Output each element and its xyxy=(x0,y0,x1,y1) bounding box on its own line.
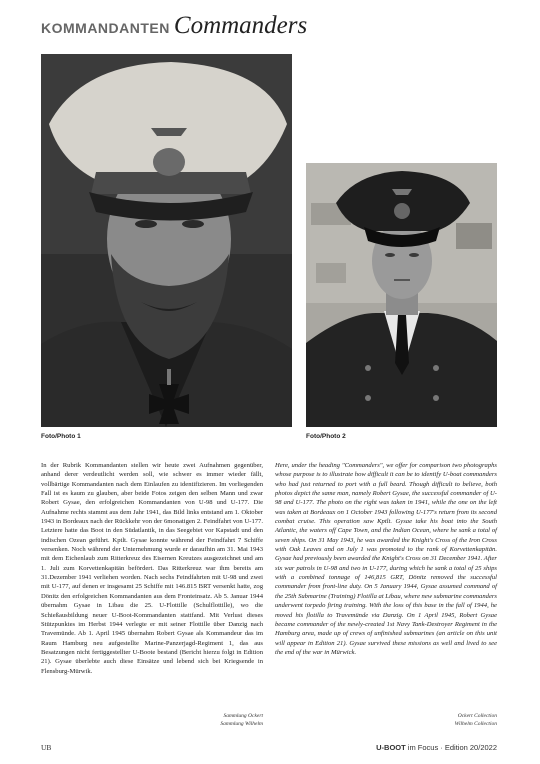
photo-caption: Foto/Photo 1 xyxy=(41,433,81,440)
photo-credits-english xyxy=(275,712,497,728)
publication-name: U-BOOT xyxy=(376,743,406,752)
photo-bearded-commander xyxy=(41,54,292,427)
publication-footer xyxy=(376,743,497,752)
photo-caption: Foto/Photo 2 xyxy=(306,433,346,440)
body-text-english: Here, under the heading "Commanders", we offer for comparison two photographs whose purpose is to illustrate how difficult it can be to identify U-boat commanders who had just returned to port with a full beard. Though difficult to believe, both photos depict the same man, namely Robert Gysae, the successful commander of U-98 and U-177. The photo on the right was taken in 1941, while the one on the left was taken at Bordeaux on 1 October 1943 following U-177's return from its second combat cruise. This operation saw Kptlt. Gysae take his boat into the South Atlantic, the waters off Cape Town, and the Indian Ocean, where he sank a total of seven ships. On 31 May 1943, he was awarded the Knight's Cross of the Iron Cross with Oak Leaves and on July 1 was promoted to the rank of Korvettenkapitän. Gysae had previously been awarded the Knight's Cross on 31 December 1941. After six war patrols in U-98 and two in U-177, during which he sank a total of 25 ships with a combined tonnage of 146,815 GRT, Dönitz removed the successful commander from front-line duty. On 5 January 1944, Gysae assumed command of the 25th Submarine (Training) Flotilla at Libau, where new submarine commanders underwent torpedo firing training. With the loss of this base in the fall of 1944, he moved his flotilla to Travemünde via Danzig. On 1 April 1945, Robert Gysae became commander of the newly-created 1st Navy Tank-Destroyer Regiment in the Hamburg area, made up of crews of unfinished submarines (an article on this unit will appear in Edition 21). Gysae survived these missions as well and lived to see the end of the war in Mürwick. xyxy=(275,462,497,656)
credit-line: Sammlung Ockert xyxy=(223,713,263,719)
publication-edition: im Focus · Edition 20/2022 xyxy=(405,743,497,752)
photo-officer-portrait xyxy=(306,163,497,427)
section-header xyxy=(41,12,307,46)
photo-credits-german xyxy=(41,712,263,728)
credit-line: Ockert Collection xyxy=(457,713,497,719)
section-title-en: Commanders xyxy=(173,12,308,39)
body-text-german: In der Rubrik Kommandanten stellen wir heute zwei Aufnahmen gegenüber, anhand derer verdeutlicht werden soll, wie schwer es immer wieder fällt, vollbärtige Kommandanten nach dem Einlaufen zu identifizieren. Im vorliegenden Fall ist es kaum zu glauben, aber beide Fotos zeigen den selben Mann und zwar Robert Gysae, den erfolgreichen Kommandanten von U-98 und U-177. Die Aufnahme rechts stammt aus dem Jahr 1941, das Bild links entstand am 1. Oktober 1943 in Bordeaux nach der Rückkehr von der 6monatigen 2. Feindfahrt von U-177. Letztere hatte das Boot in den Südatlantik, in das Seegebiet vor Kapstadt und den indischen Ozean geführt. Kptlt. Gysae konnte während der Feindfahrt 7 Schiffe versenken. Noch während der Unternehmung wurde er daraufhin am 31. Mai 1943 mit dem Eichenlaub zum Ritterkreuz des Eisernen Kreutzes ausgezeichnet und am 1. Juli zum Korvettenkapitän befördert. Das Ritterkreuz war ihm bereits am 31.Dezember 1941 verliehen worden. Nach sechs Feindfahrten mit U-98 und zwei mit U-177, auf denen er insgesamt 25 Schiffe mit 146.815 BRT versenkt hatte, zog Dönitz den erfolgreichen Kommandanten aus dem Fronteinsatz. Ab 5. Januar 1944 übernahm Gysae in Libau die 25. U-Flottille (Schulflottille), wo die Schießausbildung neuer U-Boot-Kommandanten stattfand. Mit Verlust dieses Stützpunktes im Herbst 1944 verlegte er mit seiner Flottille über Danzig nach Travemünde. Ab 1. April 1945 übernahm Robert Gysae als Kommandeur das im Raum Hamburg neu aufgestellte Marine-Panzerjagd-Regiment 1, das aus Besatzungen nicht fertiggestellter U-Boote bestand (Bericht hierzu folgt in Edition 21). Gysae überlebte auch diese Einsätze und lebend sich bei Kriegsende in Flensburg-Mürwik. xyxy=(41,462,263,675)
section-title-de: KOMMANDANTEN xyxy=(41,20,170,36)
credit-line: Wilhelm Collection xyxy=(454,721,497,727)
page-number: UB xyxy=(41,743,52,752)
credit-line: Sammlung Wilhelm xyxy=(220,721,263,727)
